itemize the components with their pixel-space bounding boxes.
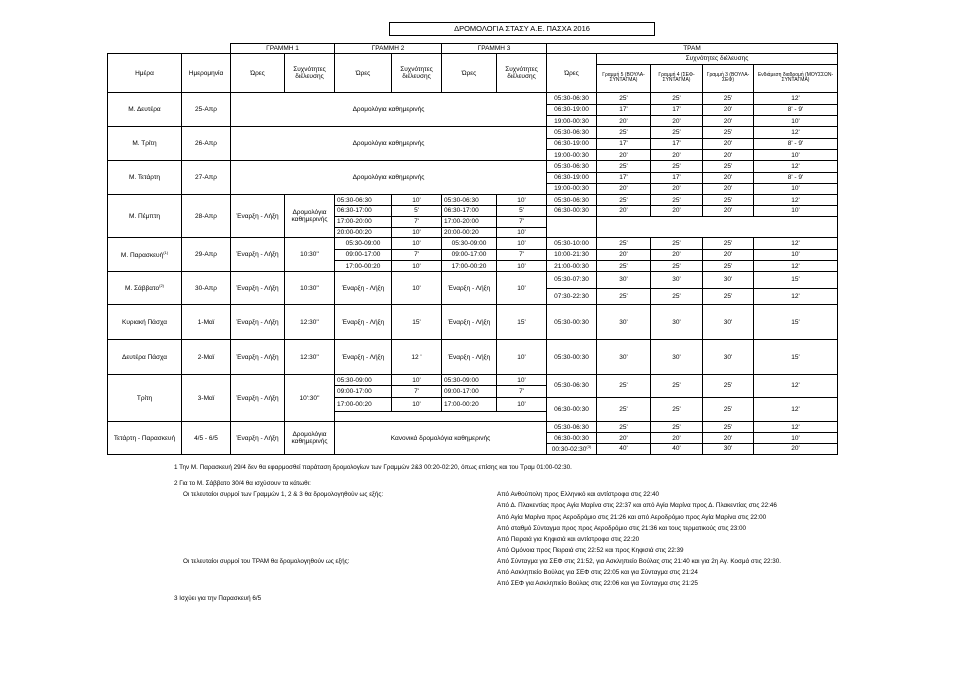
day-cell: Τετάρτη - Παρασκευή (108, 422, 182, 455)
line3-freq: 10' (497, 272, 547, 305)
day-header: Ημέρα (108, 54, 182, 93)
tram-line5-freq: 30' (597, 340, 651, 375)
tram-line4-freq: 40' (651, 444, 703, 455)
tram-line4-freq: 25' (651, 195, 703, 206)
tram-line3-freq: 20' (703, 104, 754, 115)
tram-line-1: Από Σύνταγμα για ΣΕΦ στις 21:52, για Ασκληπιείο Βούλας στις 21:40 και για 2η Αγ. Κοσμά στις 22:30. (497, 558, 781, 565)
tram-inter-freq: 12' (754, 161, 838, 172)
tram-inter-freq: 10' (754, 149, 838, 160)
tram-line3-freq: 20' (703, 116, 754, 127)
tram-line3-freq: 20' (703, 205, 754, 216)
line2-freq: 5' (392, 205, 442, 216)
tram-line3-freq: 25' (703, 397, 754, 422)
line3-freq: 10' (497, 227, 547, 238)
tram-inter-freq: 8' - 9' (754, 138, 838, 149)
line1-hours: Έναρξη - Λήξη (231, 375, 285, 422)
day-label: Μ. Σάββατο (124, 285, 160, 293)
line3-freq: 10' (497, 195, 547, 206)
tram-inter-freq: 10' (754, 205, 838, 216)
line2-hours: 09:00-17:00 (335, 249, 392, 260)
tram-line4-freq: 17' (651, 104, 703, 115)
tram-hours: 19:00-00:30 (547, 149, 597, 160)
tram-inter-freq: 10' (754, 249, 838, 260)
tram-line4-freq: 25' (651, 422, 703, 433)
line3-header: ΓΡΑΜΜΗ 3 (442, 44, 547, 54)
line3-hours: 05:30-06:30 (442, 195, 497, 206)
tram-line3-freq: 25' (703, 195, 754, 206)
line2-hours: Έναρξη - Λήξη (335, 272, 392, 305)
line2-hours: Έναρξη - Λήξη (335, 305, 392, 340)
tram-hours: 06:30-19:00 (547, 172, 597, 183)
tram-line3-freq: 30' (703, 340, 754, 375)
tram-line5-freq: 25' (597, 422, 651, 433)
metro-line-3: Από σταθμό Σύνταγμα προς προς Αεροδρόμιο στις 21:36 και τους τερματικούς στις 23:00 (497, 525, 747, 532)
tram-line5-freq: 25' (597, 238, 651, 249)
tram-line4-freq: 25' (651, 93, 703, 104)
line2-freq: 10' (392, 195, 442, 206)
tram-line4-freq: 17' (651, 138, 703, 149)
line3-hours: 05:30-09:00 (442, 238, 497, 249)
tram-line4-header: Γραμμή 4 (ΣΕΦ-ΣΥΝΤΑΓΜΑ) (651, 64, 703, 93)
tram-line3-freq: 25' (703, 127, 754, 138)
line2-freq: 10' (392, 227, 442, 238)
tram-line5-freq: 20' (597, 149, 651, 160)
regular-schedule-note: Δρομολόγια καθημερινής (231, 93, 547, 127)
line1-freq-header: Συχνότητες διέλευσης (285, 54, 335, 93)
tram-line3-freq: 20' (703, 183, 754, 194)
note-2-metro: Οι τελευταίοι συρμοί των Γραμμών 1, 2 & 3 θα δρομολογηθούν ως εξής: (183, 491, 384, 498)
tram-line5-freq: 20' (597, 205, 651, 216)
line1-freq: 10:30'' (285, 272, 335, 305)
footnote-marker: (2) (159, 283, 165, 289)
tram-header: ΤΡΑΜ (547, 44, 838, 54)
line3-freq: 7' (497, 386, 547, 397)
tram-inter-freq: 15' (754, 305, 838, 340)
tram-line3-freq: 20' (703, 149, 754, 160)
tram-line5-header: Γραμμή 5 (ΒΟΥΛΑ-ΣΥΝΤΑΓΜΑ) (597, 64, 651, 93)
note-2-metro-text: Από Ανθούπολη προς Ελληνικό και αντίστροφα στις 22:40 (497, 491, 660, 498)
tram-line3-freq: 25' (703, 161, 754, 172)
tram-line4-freq: 25' (651, 375, 703, 398)
metro-line-4: Από Πειραιά για Κηφισιά και αντίστροφα στις 22:20 (497, 536, 640, 543)
tram-hours: 19:00-00:30 (547, 116, 597, 127)
line3-hours: Έναρξη - Λήξη (442, 305, 497, 340)
line2-hours: 17:00-00:20 (335, 261, 392, 272)
line2-hours: 05:30-06:30 (335, 195, 392, 206)
day-label: Δευτέρα Πάσχα (122, 353, 167, 361)
tram-hours: 05:30-07:30 (547, 272, 597, 288)
line3-freq: 10' (497, 238, 547, 249)
tram-hours-label: 00:30-02:30 (551, 446, 587, 454)
line1-freq: 10':30'' (285, 375, 335, 422)
tram-line4-freq: 25' (651, 161, 703, 172)
line1-hours: Έναρξη - Λήξη (231, 195, 285, 238)
tram-line3-freq: 25' (703, 422, 754, 433)
date-cell: 29-Απρ (182, 238, 231, 272)
tram-line3-freq: 25' (703, 288, 754, 304)
line3-freq-header: Συχνότητες διέλευσης (497, 54, 547, 93)
tram-inter-freq: 12' (754, 422, 838, 433)
line3-hours: 09:00-17:00 (442, 249, 497, 260)
day-label: Κυριακή Πάσχα (122, 318, 167, 326)
tram-line4-freq: 25' (651, 288, 703, 304)
day-label: Μ. Παρασκευή (120, 251, 164, 259)
line3-hours: 17:00-20:00 (442, 216, 497, 227)
line3-hours-header: Ώρες (442, 54, 497, 93)
tram-hours: 05:30-06:30 (547, 195, 597, 206)
tram-hours: 06:30-00:30 (547, 397, 597, 422)
tram-hours: 06:30-00:30 (547, 433, 597, 444)
tram-line5-freq: 25' (597, 397, 651, 422)
tram-hours-header: Ώρες (547, 54, 597, 93)
line2-freq: 10' (392, 238, 442, 249)
note-2-tram: Οι τελευταίοι συρμοί του ΤΡΑΜ θα δρομολογηθούν ως εξής: (183, 558, 350, 565)
line3-freq: 10' (497, 340, 547, 375)
line1-hours: Έναρξη - Λήξη (231, 422, 285, 455)
tram-line5-freq: 25' (597, 261, 651, 272)
date-header: Ημερομηνία (182, 54, 231, 93)
date-cell: 27-Απρ (182, 161, 231, 195)
line3-freq: 5' (497, 205, 547, 216)
line2-hours: 05:30-09:00 (335, 238, 392, 249)
tram-line5-freq: 30' (597, 272, 651, 288)
day-label: Μ. Τρίτη (132, 140, 157, 148)
tram-hours: 05:30-06:30 (547, 93, 597, 104)
tram-line3-freq: 20' (703, 433, 754, 444)
day-label: Τρίτη (136, 394, 153, 402)
tram-line5-freq: 20' (597, 433, 651, 444)
tram-line4-freq: 25' (651, 397, 703, 422)
metro-line-5: Από Ομόνοια προς Πειραιά στις 22:52 και προς Κηφισιά στις 22:39 (497, 547, 684, 554)
line2-freq: 10' (392, 272, 442, 305)
tram-inter-freq: 12' (754, 238, 838, 249)
line1-header: ΓΡΑΜΜΗ 1 (231, 44, 335, 54)
tram-inter-freq: 20' (754, 444, 838, 455)
tram-line4-freq: 17' (651, 172, 703, 183)
metro-line-2: Από Αγία Μαρίνα προς Αεροδρόμιο στις 21:26 και από Αεροδρόμιο προς Αγία Μαρίνα στις 22:00 (497, 514, 767, 521)
tram-line3-freq: 20' (703, 172, 754, 183)
tram-line5-freq: 25' (597, 195, 651, 206)
line3-freq: 7' (497, 216, 547, 227)
line3-hours: 17:00-00:20 (442, 261, 497, 272)
tram-line5-freq: 40' (597, 444, 651, 455)
metro-line-1: Από Δ. Πλακεντίας προς Αγία Μαρίνα στις 22:37 και από Αγία Μαρίνα προς Δ. Πλακεντίας στις 22:46 (497, 502, 777, 509)
tram-line3-freq: 30' (703, 444, 754, 455)
tram-line4-freq: 25' (651, 127, 703, 138)
tram-line4-freq: 30' (651, 272, 703, 288)
tram-line4-freq: 20' (651, 116, 703, 127)
line2-freq: 15' (392, 305, 442, 340)
tram-hours: 05:30-06:30 (547, 161, 597, 172)
tram-line4-freq: 20' (651, 433, 703, 444)
tram-line5-freq: 25' (597, 375, 651, 398)
regular-schedule-note: Κανονικά δρομολόγια καθημερινής (335, 422, 547, 455)
tram-line5-freq: 17' (597, 172, 651, 183)
tram-line5-freq: 25' (597, 161, 651, 172)
tram-hours: 21:00-00:30 (547, 261, 597, 272)
line3-hours: 09:00-17:00 (442, 386, 497, 397)
line2-freq: 7' (392, 249, 442, 260)
line2-hours: 09:00-17:00 (335, 386, 392, 397)
line1-hours: Έναρξη - Λήξη (231, 272, 285, 305)
note-1: 1 Την Μ. Παρασκευή 29/4 δεν θα εφαρμοσθεί παράταση δρομολογίων των Γραμμών 2&3 00:20-02:20, όπως επίσης και του Τραμ 01:00-02:30. (174, 464, 572, 471)
tram-inter-freq: 12' (754, 288, 838, 304)
tram-hours: 05:30-06:30 (547, 375, 597, 398)
line2-hours: 05:30-09:00 (335, 375, 392, 386)
line3-freq: 10' (497, 261, 547, 272)
date-cell: 2-Μαϊ (182, 340, 231, 375)
line2-freq: 10' (392, 375, 442, 386)
line2-freq-header: Συχνότητες διέλευσης (392, 54, 442, 93)
regular-schedule-note: Δρομολόγια καθημερινής (231, 161, 547, 195)
tram-hours: 05:30-00:30 (547, 305, 597, 340)
tram-line5-freq: 17' (597, 104, 651, 115)
line3-hours: 17:00-00:20 (442, 397, 497, 411)
tram-hours: 05:30-06:30 (547, 422, 597, 433)
tram-line5-freq: 30' (597, 305, 651, 340)
line3-freq: 7' (497, 249, 547, 260)
tram-freq-header: Συχνότητες διέλευσης (597, 54, 838, 64)
line3-hours: Έναρξη - Λήξη (442, 340, 497, 375)
tram-hours: 06:30-00:30 (547, 205, 597, 216)
tram-hours: 05:30-10:00 (547, 238, 597, 249)
tram-line3-freq: 25' (703, 238, 754, 249)
page-title: ΔΡΟΜΟΛΟΓΙΑ ΣΤΑΣΥ Α.Ε. ΠΑΣΧΑ 2016 (389, 22, 655, 36)
tram-hours: 19:00-00:30 (547, 183, 597, 194)
tram-hours: 06:30-19:00 (547, 138, 597, 149)
line3-freq: 15' (497, 305, 547, 340)
line2-hours: 17:00-00:20 (335, 397, 392, 411)
line2-hours: Έναρξη - Λήξη (335, 340, 392, 375)
date-cell: 30-Απρ (182, 272, 231, 305)
day-label: Μ. Δευτέρα (128, 106, 161, 114)
line1-freq: 12:30'' (285, 305, 335, 340)
date-cell: 26-Απρ (182, 127, 231, 161)
date-cell: 25-Απρ (182, 93, 231, 127)
line2-freq: 7' (392, 216, 442, 227)
line1-hours-header: Ώρες (231, 54, 285, 93)
tram-line4-freq: 20' (651, 205, 703, 216)
tram-hours: 07:30-22:30 (547, 288, 597, 304)
tram-hours: 06:30-19:00 (547, 104, 597, 115)
tram-line4-freq: 20' (651, 249, 703, 260)
line3-hours: 06:30-17:00 (442, 205, 497, 216)
tram-line4-freq: 25' (651, 238, 703, 249)
tram-line4-freq: 30' (651, 305, 703, 340)
date-cell: 28-Απρ (182, 195, 231, 238)
tram-line-2: Από Ασκληπιείο Βούλας για ΣΕΦ στις 22:05 και για Σύνταγμα στις 21:24 (497, 569, 698, 576)
line3-freq: 10' (497, 397, 547, 411)
line2-freq: 10' (392, 397, 442, 411)
tram-inter-freq: 8' - 9' (754, 172, 838, 183)
tram-inter-freq: 12' (754, 397, 838, 422)
tram-line5-freq: 25' (597, 288, 651, 304)
line1-hours: Έναρξη - Λήξη (231, 238, 285, 272)
tram-inter-freq: 8' - 9' (754, 104, 838, 115)
tram-hours: 05:30-06:30 (547, 127, 597, 138)
tram-line3-freq: 25' (703, 93, 754, 104)
line2-freq: 7' (392, 386, 442, 397)
line2-hours: 20:00-00:20 (335, 227, 392, 238)
note-3: 3 Ισχύει για την Παρασκευή 6/5 (174, 595, 262, 602)
line1-freq: 12:30'' (285, 340, 335, 375)
tram-hours: 05:30-00:30 (547, 340, 597, 375)
tram-inter-freq: 15' (754, 272, 838, 288)
tram-line5-freq: 25' (597, 127, 651, 138)
tram-inter-freq: 15' (754, 340, 838, 375)
line3-hours: Έναρξη - Λήξη (442, 272, 497, 305)
tram-line3-freq: 20' (703, 138, 754, 149)
line1-hours: Έναρξη - Λήξη (231, 340, 285, 375)
note-2: 2 Για το Μ. Σάββατο 30/4 θα ισχύσουν τα κάτωθι: (174, 480, 311, 487)
tram-line5-freq: 17' (597, 138, 651, 149)
line2-hours: 17:00-20:00 (335, 216, 392, 227)
tram-inter-freq: 12' (754, 261, 838, 272)
tram-line5-freq: 25' (597, 93, 651, 104)
line1-freq: 10:30'' (285, 238, 335, 272)
line2-freq: 12 ' (392, 340, 442, 375)
line1-freq: Δρομολόγια καθημερινής (285, 195, 335, 238)
tram-inter-freq: 10' (754, 433, 838, 444)
tram-line-3: Από ΣΕΦ για Ασκληπιείο Βούλας στις 22:06 και για Σύνταγμα στις 21:25 (497, 580, 698, 587)
tram-line3-freq: 25' (703, 375, 754, 398)
tram-line4-freq: 30' (651, 340, 703, 375)
tram-line3-header: Γραμμή 3 (ΒΟΥΛΑ-ΣΕΦ) (703, 64, 754, 93)
tram-inter-freq: 12' (754, 195, 838, 206)
date-cell: 1-Μαϊ (182, 305, 231, 340)
tram-inter-freq: 10' (754, 116, 838, 127)
footnote-marker: (3) (586, 443, 592, 449)
line2-header: ΓΡΑΜΜΗ 2 (335, 44, 442, 54)
date-cell: 3-Μαϊ (182, 375, 231, 422)
tram-line3-freq: 25' (703, 261, 754, 272)
line2-hours: 06:30-17:00 (335, 205, 392, 216)
day-label: Μ. Τετάρτη (128, 174, 161, 182)
tram-line3-freq: 30' (703, 272, 754, 288)
day-label: Μ. Πέμπτη (128, 212, 161, 220)
tram-line3-freq: 30' (703, 305, 754, 340)
line1-freq: Δρομολόγια καθημερινής (285, 422, 335, 455)
tram-inter-freq: 12' (754, 93, 838, 104)
line3-hours: 20:00-00:20 (442, 227, 497, 238)
tram-inter-header: Ενδιάμεση διαδρομή (ΜΟΥΣΣΩΝ-ΣΥΝΤΑΓΜΑ) (754, 64, 838, 93)
tram-line3-freq: 20' (703, 249, 754, 260)
line2-freq: 10' (392, 261, 442, 272)
footnote-marker: (1) (163, 249, 169, 255)
tram-inter-freq: 10' (754, 183, 838, 194)
tram-line5-freq: 20' (597, 249, 651, 260)
line2-hours-header: Ώρες (335, 54, 392, 93)
tram-line4-freq: 20' (651, 183, 703, 194)
tram-inter-freq: 12' (754, 375, 838, 398)
tram-line5-freq: 20' (597, 183, 651, 194)
tram-line4-freq: 25' (651, 261, 703, 272)
regular-schedule-note: Δρομολόγια καθημερινής (231, 127, 547, 161)
tram-line4-freq: 20' (651, 149, 703, 160)
tram-inter-freq: 12' (754, 127, 838, 138)
line3-freq: 10' (497, 375, 547, 386)
tram-line5-freq: 20' (597, 116, 651, 127)
line1-hours: Έναρξη - Λήξη (231, 305, 285, 340)
line3-hours: 05:30-09:00 (442, 375, 497, 386)
tram-hours: 10:00-21:30 (547, 249, 597, 260)
date-cell: 4/5 - 6/5 (182, 422, 231, 455)
